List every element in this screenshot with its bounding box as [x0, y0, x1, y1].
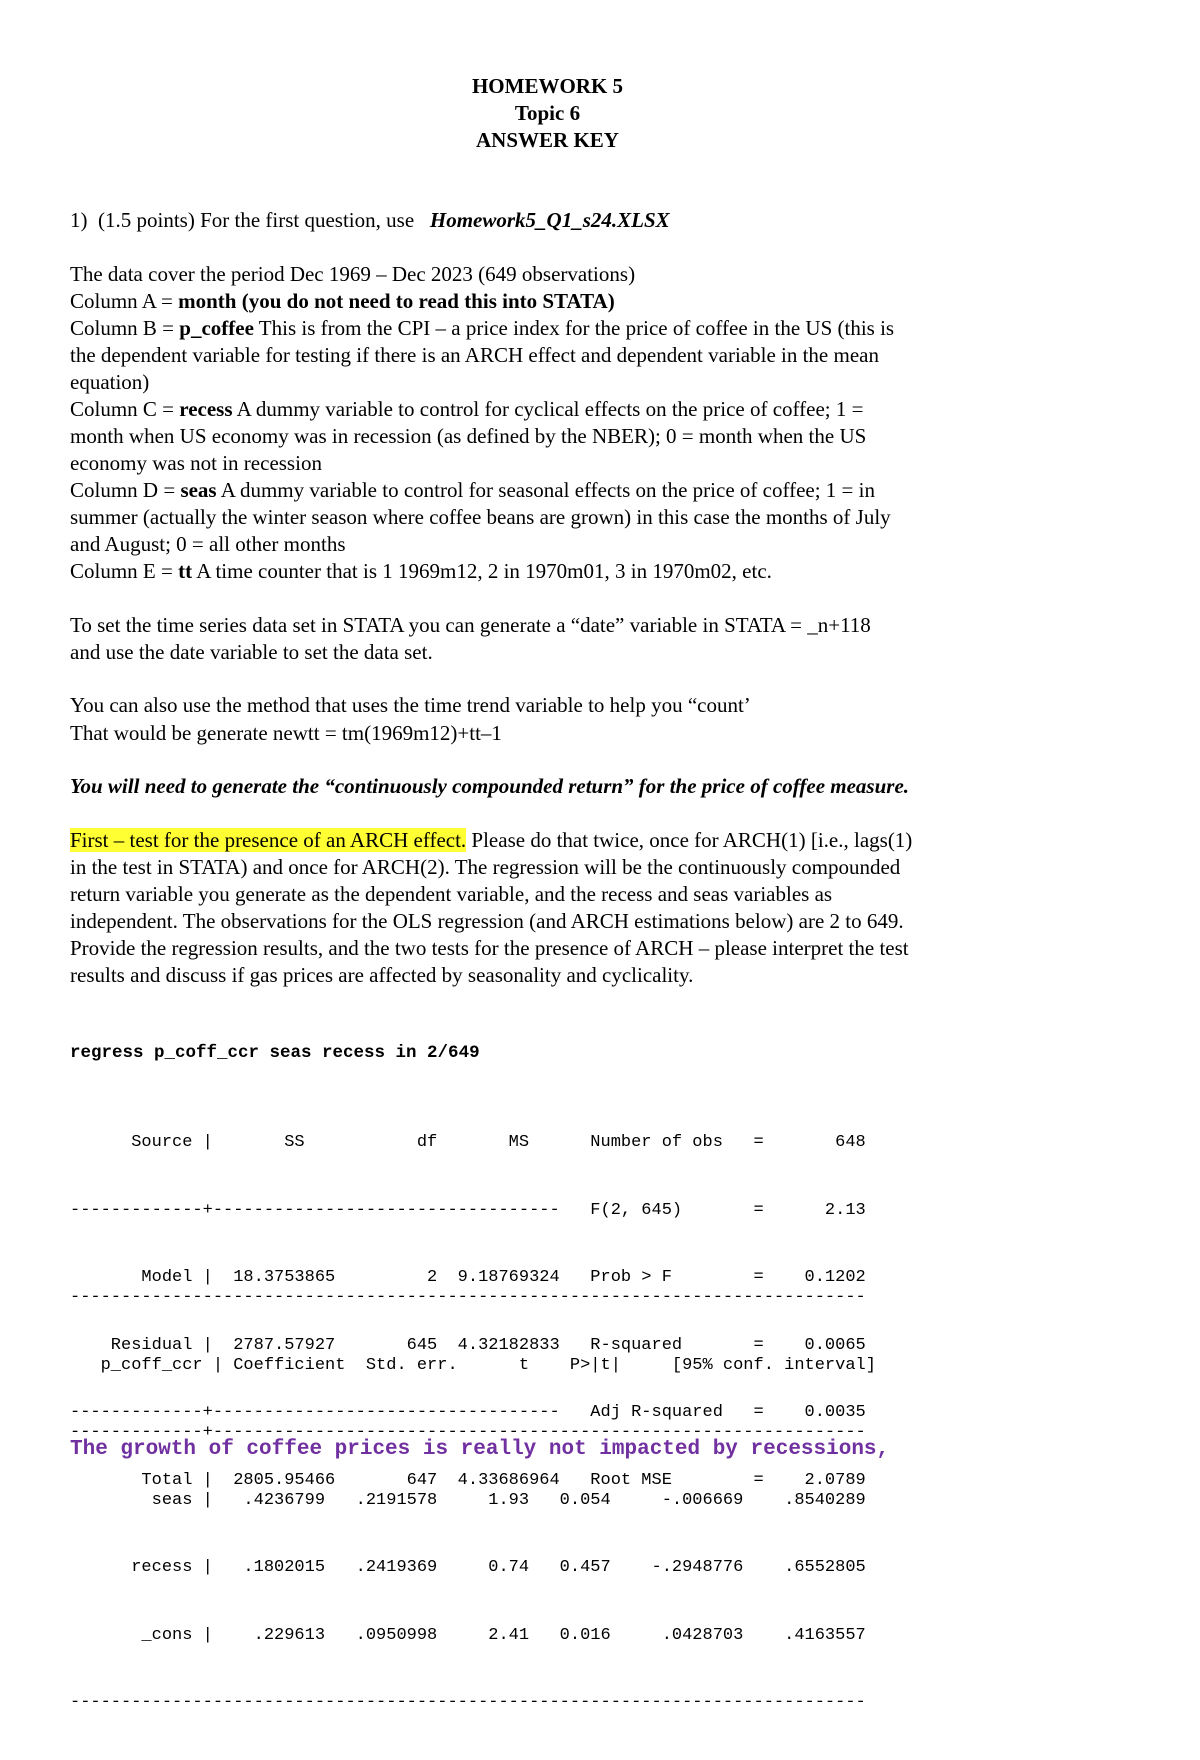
column-b-text: This is from the CPI – a price index for the price of coffee in the US (this is	[253, 316, 895, 340]
column-c-variable: recess	[179, 397, 233, 421]
set-data-instruction-2: and use the date variable to set the data set.	[70, 640, 433, 664]
stata-command: regress p_coff_ccr seas recess in 2/649	[70, 1043, 480, 1063]
column-b-prefix: Column B =	[70, 316, 180, 340]
column-b-text-3: equation)	[70, 370, 150, 394]
coef-rule-bottom: ------------------------------------------------------------------------------	[70, 1693, 866, 1712]
column-e-desc	[70, 558, 1070, 585]
column-d-prefix: Column D =	[70, 478, 181, 502]
ccr-emphasis: You will need to generate the “continuously compounded return” for the price of coffee measure.	[70, 774, 910, 798]
anova-row: -------------+---------------------------------- Adj R-squared = 0.0035	[70, 1403, 866, 1422]
column-d-variable: seas	[180, 478, 217, 502]
column-a-prefix: Column A =	[70, 289, 179, 313]
column-a-variable: month	[178, 289, 237, 313]
coef-row: seas | .4236799 .2191578 1.93 0.054 -.006669 .8540289	[70, 1490, 866, 1510]
question-number: 1)	[70, 208, 88, 232]
column-c-text-2: month when US economy was in recession (as defined by the NBER); 0 = month when the US	[70, 424, 867, 448]
answer-key-label: ANSWER KEY	[476, 128, 619, 152]
coef-header: p_coff_ccr | Coefficient Std. err. t P>|t| [95% conf. interval]	[70, 1355, 876, 1375]
data-file-name: Homework5_Q1_s24.XLSX	[429, 208, 670, 232]
arch-task-line-4: independent. The observations for the OLS regression (and ARCH estimations below) are 2 to 649.	[70, 909, 904, 933]
arch-task-highlight: First – test for the presence of an ARCH effect.	[70, 828, 467, 852]
column-b-text-2: the dependent variable for testing if there is an ARCH effect and dependent variable in the mean	[70, 343, 879, 367]
column-c-text: A dummy variable to control for cyclical effects on the price of coffee; 1 =	[232, 397, 864, 421]
column-b-desc	[70, 315, 1070, 342]
anova-row: Total | 2805.95466 647 4.33686964 Root MSE = 2.0789	[70, 1470, 866, 1490]
question-points: (1.5 points) For the first question, use	[98, 208, 415, 232]
anova-row: Model | 18.3753865 2 9.18769324 Prob > F = 0.1202	[70, 1268, 866, 1287]
column-e-variable: tt	[178, 559, 193, 583]
column-b-variable: p_coffee	[179, 316, 254, 340]
column-c-desc	[70, 396, 1070, 423]
alt-method-instruction: You can also use the method that uses the time trend variable to help you “count’	[70, 693, 751, 717]
question-1-heading	[70, 207, 1070, 234]
arch-task-rest: Please do that twice, once for ARCH(1) [i.e., lags(1)	[466, 828, 913, 852]
coef-rule-mid: -------------+----------------------------------------------------------------	[70, 1423, 866, 1442]
arch-task-line-5: Provide the regression results, and the two tests for the presence of ARCH – please interpret the test	[70, 936, 909, 960]
arch-task-line-3: return variable you generate as the dependent variable, and the recess and seas variables as	[70, 882, 833, 906]
anova-row: -------------+---------------------------------- F(2, 645) = 2.13	[70, 1200, 866, 1220]
column-c-text-3: economy was not in recession	[70, 451, 322, 475]
set-data-instruction: To set the time series data set in STATA you can generate a “date” variable in STATA = _n+118	[70, 613, 871, 637]
column-e-text: A time counter that is 1 1969m12, 2 in 1970m01, 3 in 1970m02, etc.	[192, 559, 772, 583]
alt-method-command: That would be generate newtt = tm(1969m12)+tt–1	[70, 721, 502, 745]
column-d-desc	[70, 477, 1070, 504]
anova-row: Source | SS df MS Number of obs = 648	[70, 1133, 866, 1152]
column-d-text-3: and August; 0 = all other months	[70, 532, 346, 556]
coef-row: _cons | .229613 .0950998 2.41 0.016 .0428703 .4163557	[70, 1625, 866, 1645]
column-e-prefix: Column E =	[70, 559, 179, 583]
coefficient-table	[70, 1242, 876, 1760]
homework-title: HOMEWORK 5	[471, 74, 624, 98]
arch-task-line-2: in the test in STATA) and once for ARCH(2). The regression will be the continuously compounded	[70, 855, 901, 879]
arch-task-line-1	[70, 827, 1070, 854]
column-c-prefix: Column C =	[70, 397, 180, 421]
column-a-desc	[70, 288, 1070, 315]
column-d-text: A dummy variable to control for seasonal effects on the price of coffee; 1 = in	[216, 478, 875, 502]
arch-task-line-6: results and discuss if gas prices are affected by seasonality and cyclicality.	[70, 963, 694, 987]
topic-subtitle: Topic 6	[514, 101, 581, 125]
column-a-note: (you do not need to read this into STATA)	[236, 289, 615, 313]
coef-rule-top: ------------------------------------------------------------------------------	[70, 1288, 866, 1307]
coef-row: recess | .1802015 .2419369 0.74 0.457 -.2948776 .6552805	[70, 1558, 866, 1577]
conclusion-text: The growth of coffee prices is really not impacted by recessions,	[70, 1438, 890, 1461]
column-d-text-2: summer (actually the winter season where coffee beans are grown) in this case the months of July	[70, 505, 891, 529]
anova-row: Residual | 2787.57927 645 4.32182833 R-squared = 0.0065	[70, 1335, 866, 1355]
data-period: The data cover the period Dec 1969 – Dec 2023 (649 observations)	[70, 262, 636, 286]
